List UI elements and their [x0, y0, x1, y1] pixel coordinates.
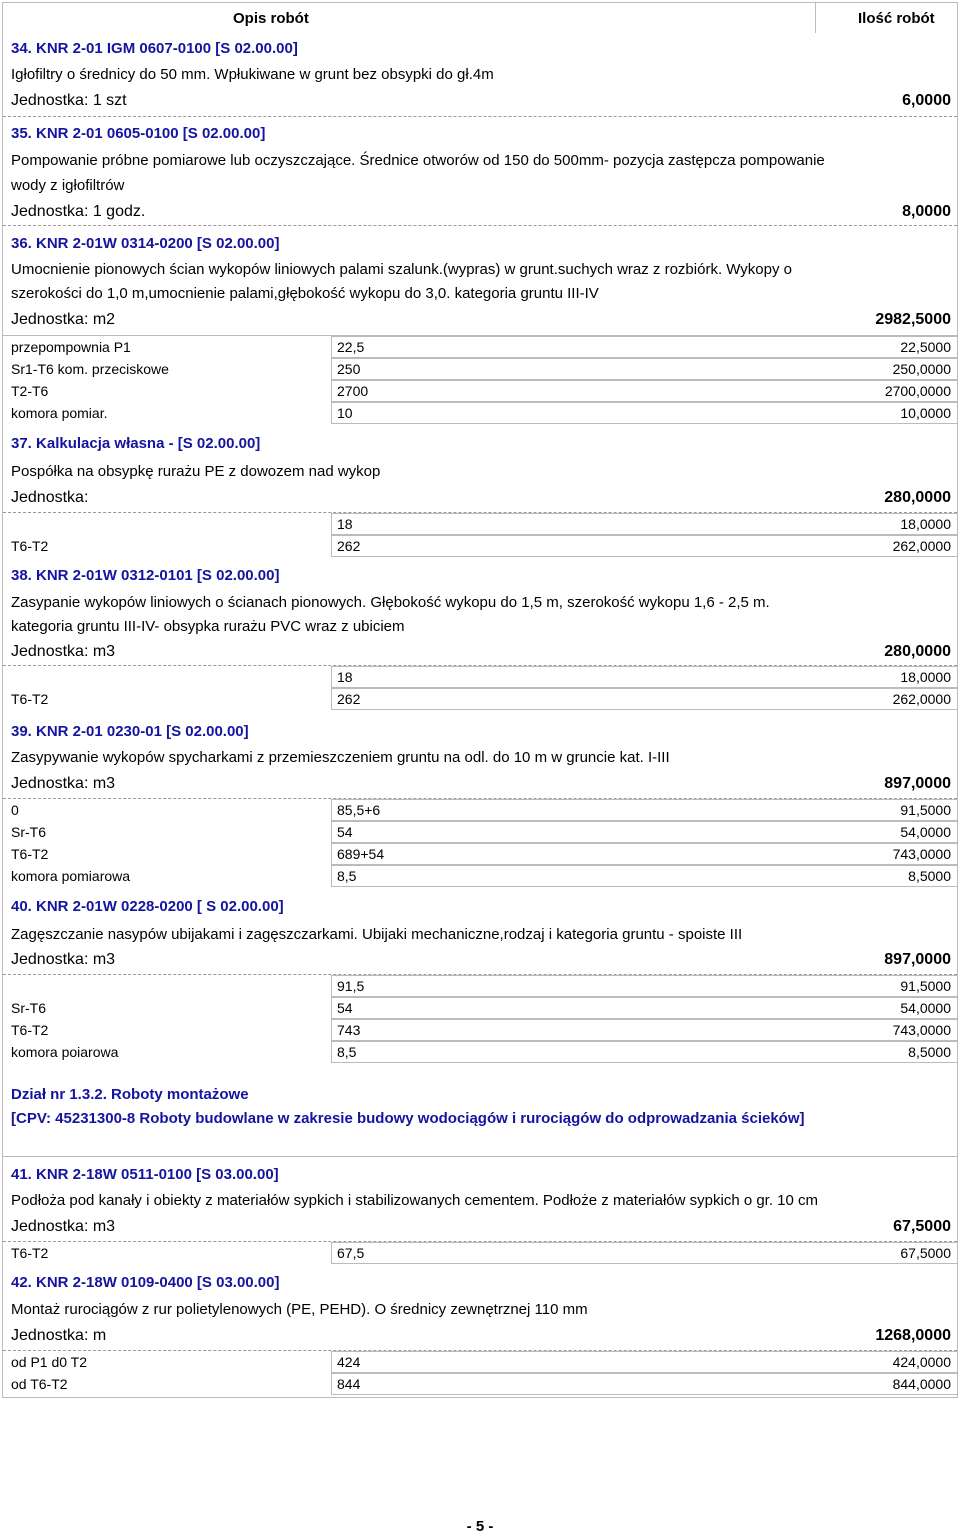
cell-border — [331, 1041, 957, 1063]
item-unit: Jednostka: m3 — [11, 643, 116, 660]
table-row — [3, 380, 957, 402]
table-row — [3, 997, 957, 1019]
row-formula: 844 — [337, 1376, 361, 1392]
item-unit: Jednostka: m2 — [11, 311, 116, 328]
item-38 — [2, 563, 958, 715]
row-value: 91,5000 — [900, 802, 951, 818]
cell-border — [331, 997, 957, 1019]
table-row — [3, 1019, 957, 1041]
row-formula: 67,5 — [337, 1245, 365, 1261]
row-label: T2-T6 — [11, 383, 49, 399]
item-unit: Jednostka: m3 — [11, 951, 116, 968]
item-title: 40. KNR 2-01W 0228-0200 [ S 02.00.00] — [11, 898, 284, 915]
row-formula: 54 — [337, 824, 353, 840]
item-quantity: 6,0000 — [902, 92, 951, 109]
cell-border — [331, 865, 957, 887]
item-description: Podłoża pod kanały i obiekty z materiałów sypkich i stabilizowanych cementem. Podłoże z materiałów sypkich o gr. 10 cm — [11, 1192, 819, 1209]
item-title: 37. Kalkulacja własna - [S 02.00.00] — [11, 435, 261, 452]
row-formula: 54 — [337, 1000, 353, 1016]
item-quantity: 280,0000 — [884, 489, 951, 506]
row-formula: 22,5 — [337, 339, 365, 355]
item-quantity: 2982,5000 — [875, 311, 951, 328]
section-heading — [2, 1068, 958, 1150]
item-quantity: 280,0000 — [884, 643, 951, 660]
row-value: 10,0000 — [900, 405, 951, 421]
row-label: 0 — [11, 802, 19, 818]
row-formula: 10 — [337, 405, 353, 421]
row-value: 424,0000 — [892, 1354, 951, 1370]
table-row — [3, 358, 957, 380]
header-divider — [815, 3, 816, 33]
item-title: 39. KNR 2-01 0230-01 [S 02.00.00] — [11, 723, 249, 740]
item-description: Zagęszczanie nasypów ubijakami i zagęszczarkami. Ubijaki mechaniczne,rodzaj i kategoria gruntu - spoiste III — [11, 926, 743, 943]
row-label: Sr1-T6 kom. przeciskowe — [11, 361, 169, 377]
row-label: komora poiarowa — [11, 1044, 119, 1060]
table-row — [3, 688, 957, 710]
cell-border — [331, 799, 957, 821]
row-formula: 250 — [337, 361, 361, 377]
item-description: szerokości do 1,0 m,umocnienie palami,głębokość wykopu do 3,0. kategoria gruntu III-IV — [11, 285, 599, 302]
table-row — [3, 865, 957, 887]
row-formula: 262 — [337, 538, 361, 554]
item-42 — [2, 1265, 958, 1398]
item-title: 38. KNR 2-01W 0312-0101 [S 02.00.00] — [11, 567, 280, 584]
cell-border — [331, 402, 957, 424]
row-value: 8,5000 — [908, 868, 951, 884]
divider — [3, 225, 957, 226]
item-quantity: 1268,0000 — [875, 1327, 951, 1344]
cell-border — [331, 666, 957, 688]
item-35 — [2, 120, 958, 228]
table-row — [3, 1351, 957, 1373]
cell-border — [331, 1351, 957, 1373]
divider — [3, 116, 957, 117]
cell-border — [331, 513, 957, 535]
row-label: przepompownia P1 — [11, 339, 131, 355]
row-value: 2700,0000 — [884, 383, 951, 399]
row-value: 91,5000 — [900, 978, 951, 994]
row-label: komora pomiar. — [11, 405, 108, 421]
row-label: T6-T2 — [11, 691, 49, 707]
item-title: 34. KNR 2-01 IGM 0607-0100 [S 02.00.00] — [11, 40, 298, 57]
table-row — [3, 535, 957, 557]
row-formula: 91,5 — [337, 978, 365, 994]
item-description: Umocnienie pionowych ścian wykopów liniowych palami szalunk.(wypras) w grunt.suchych wraz z rozbiórk. Wykopy o — [11, 261, 792, 278]
row-formula: 18 — [337, 516, 353, 532]
table-header — [2, 2, 958, 33]
cell-border — [331, 975, 957, 997]
row-value: 54,0000 — [900, 824, 951, 840]
table-row — [3, 336, 957, 358]
item-description: Montaż rurociągów z rur polietylenowych (PE, PEHD). O średnicy zewnętrznej 110 mm — [11, 1301, 588, 1318]
cell-border — [331, 1019, 957, 1041]
row-label: T6-T2 — [11, 538, 49, 554]
row-label: Sr-T6 — [11, 1000, 46, 1016]
item-description: Igłofiltry o średnicy do 50 mm. Wpłukiwane w grunt bez obsypki do gł.4m — [11, 66, 494, 83]
col-qty-header: Ilość robót — [858, 10, 935, 27]
row-label: T6-T2 — [11, 1022, 49, 1038]
cell-border — [331, 380, 957, 402]
row-value: 743,0000 — [892, 1022, 951, 1038]
page-number: - 5 - — [466, 1518, 494, 1535]
item-unit: Jednostka: 1 godz. — [11, 203, 146, 220]
cell-border — [331, 1373, 957, 1395]
table-row — [3, 799, 957, 821]
row-formula: 689+54 — [337, 846, 385, 862]
item-41 — [2, 1150, 958, 1265]
cell-border — [331, 688, 957, 710]
row-formula: 18 — [337, 669, 353, 685]
item-34 — [2, 32, 958, 120]
cell-border — [331, 821, 957, 843]
row-formula: 262 — [337, 691, 361, 707]
table-row — [3, 975, 957, 997]
row-label: T6-T2 — [11, 1245, 49, 1261]
item-description: Zasypywanie wykopów spycharkami z przemieszczeniem gruntu na odl. do 10 m w gruncie kat. I-III — [11, 749, 670, 766]
row-value: 67,5000 — [900, 1245, 951, 1261]
table-row — [3, 1041, 957, 1063]
row-value: 262,0000 — [892, 538, 951, 554]
section-cpv: [CPV: 45231300-8 Roboty budowlane w zakresie budowy wodociągów i rurociągów do odprowadzania ścieków] — [11, 1110, 805, 1127]
row-label: od P1 d0 T2 — [11, 1354, 88, 1370]
row-value: 844,0000 — [892, 1376, 951, 1392]
cell-border — [331, 843, 957, 865]
item-40 — [2, 890, 958, 1068]
item-title: 41. KNR 2-18W 0511-0100 [S 03.00.00] — [11, 1166, 279, 1183]
row-label: T6-T2 — [11, 846, 49, 862]
item-description: Pompowanie próbne pomiarowe lub oczyszczające. Średnice otworów od 150 do 500mm- pozycja zastępcza pompowanie — [11, 152, 825, 169]
row-formula: 8,5 — [337, 868, 357, 884]
table-row — [3, 1242, 957, 1264]
table-row — [3, 402, 957, 424]
item-quantity: 897,0000 — [884, 775, 951, 792]
row-formula: 2700 — [337, 383, 369, 399]
table-row — [3, 843, 957, 865]
table-row — [3, 666, 957, 688]
table-row — [3, 1373, 957, 1395]
item-36 — [2, 228, 958, 433]
item-description: kategoria gruntu III-IV- obsypka rurażu PVC wraz z ubiciem — [11, 618, 405, 635]
item-unit: Jednostka: — [11, 489, 89, 506]
cell-border — [331, 358, 957, 380]
item-quantity: 8,0000 — [902, 203, 951, 220]
item-title: 42. KNR 2-18W 0109-0400 [S 03.00.00] — [11, 1274, 280, 1291]
row-formula: 8,5 — [337, 1044, 357, 1060]
row-value: 22,5000 — [900, 339, 951, 355]
row-value: 54,0000 — [900, 1000, 951, 1016]
item-unit: Jednostka: m — [11, 1327, 107, 1344]
row-label: Sr-T6 — [11, 824, 46, 840]
row-value: 743,0000 — [892, 846, 951, 862]
item-title: 36. KNR 2-01W 0314-0200 [S 02.00.00] — [11, 235, 280, 252]
table-row — [3, 513, 957, 535]
row-formula: 424 — [337, 1354, 361, 1370]
table-row — [3, 821, 957, 843]
item-39 — [2, 715, 958, 890]
section-title: Dział nr 1.3.2. Roboty montażowe — [11, 1086, 249, 1103]
item-unit: Jednostka: m3 — [11, 775, 116, 792]
row-formula: 85,5+6 — [337, 802, 381, 818]
row-value: 262,0000 — [892, 691, 951, 707]
row-value: 250,0000 — [892, 361, 951, 377]
item-quantity: 897,0000 — [884, 951, 951, 968]
row-value: 18,0000 — [900, 516, 951, 532]
col-desc-header: Opis robót — [233, 10, 309, 27]
divider — [3, 1156, 957, 1157]
item-37 — [2, 433, 958, 563]
row-value: 8,5000 — [908, 1044, 951, 1060]
cell-border — [331, 535, 957, 557]
item-description: Zasypanie wykopów liniowych o ścianach pionowych. Głębokość wykopu do 1,5 m, szerokość wykopu 1,6 - 2,5 m. — [11, 594, 770, 611]
cell-border — [331, 1242, 957, 1264]
cell-border — [331, 336, 957, 358]
item-title: 35. KNR 2-01 0605-0100 [S 02.00.00] — [11, 125, 266, 142]
row-value: 18,0000 — [900, 669, 951, 685]
item-description: Pospółka na obsypkę rurażu PE z dowozem nad wykop — [11, 463, 381, 480]
row-label: komora pomiarowa — [11, 868, 131, 884]
item-unit: Jednostka: m3 — [11, 1218, 116, 1235]
item-unit: Jednostka: 1 szt — [11, 92, 127, 109]
item-quantity: 67,5000 — [893, 1218, 951, 1235]
row-label: od T6-T2 — [11, 1376, 68, 1392]
row-formula: 743 — [337, 1022, 361, 1038]
item-description: wody z igłofiltrów — [11, 177, 125, 194]
